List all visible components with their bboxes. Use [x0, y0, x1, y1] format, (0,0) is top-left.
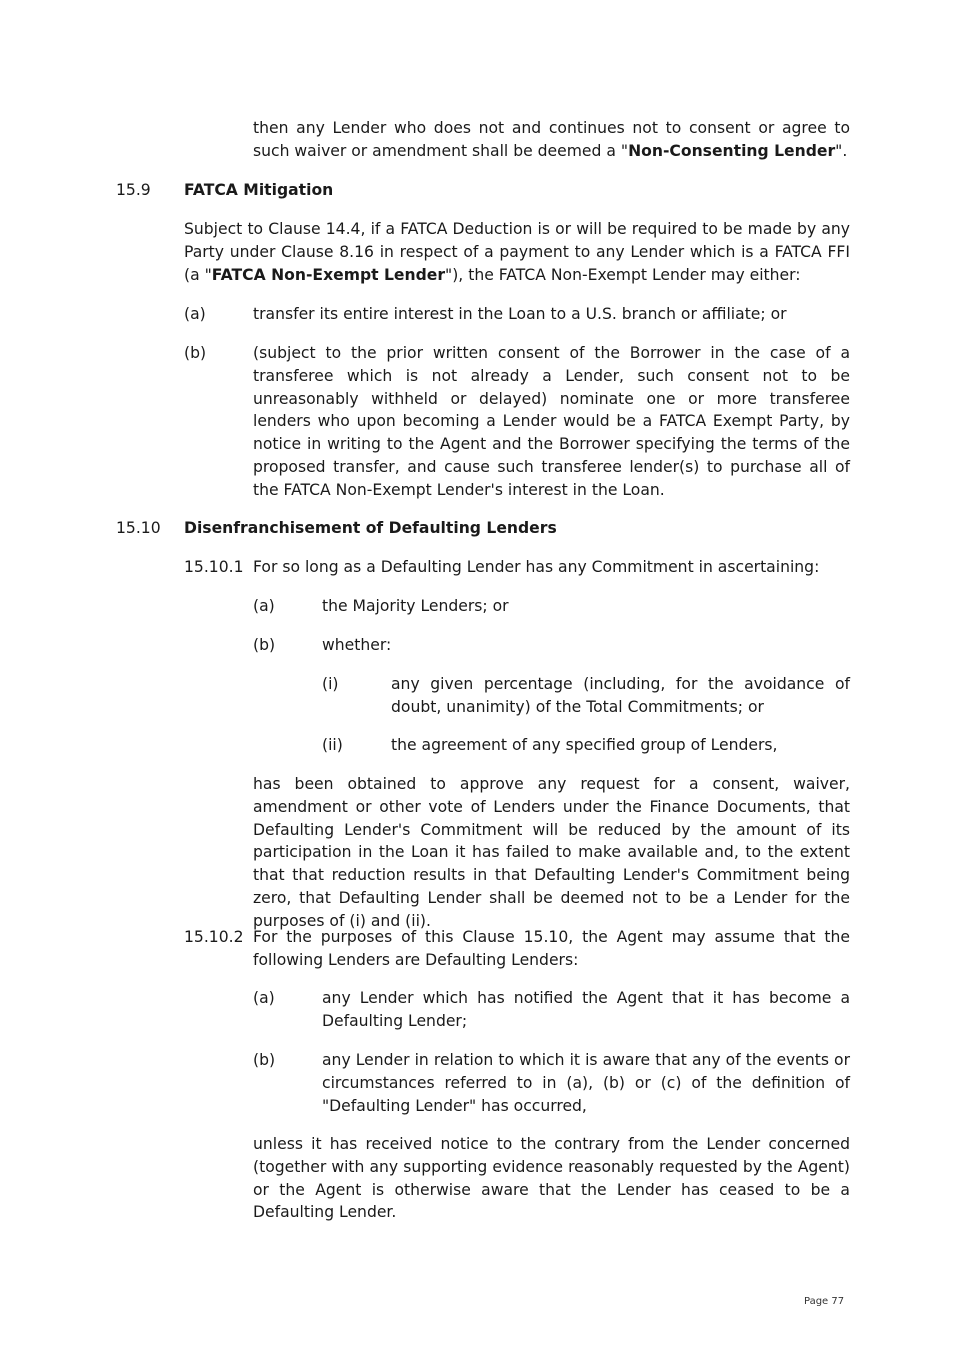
clause-number-15-10-1: 15.10.1 — [184, 558, 244, 576]
item-label: (a) — [253, 597, 275, 615]
item-text: any Lender in relation to which it is aware that any of the events or circumstances referred to in (a), (b) or (c) of the definition of "Defaulting Lender" has occurred, — [322, 1051, 850, 1115]
item-text: (subject to the prior written consent of the Borrower in the case of a transferee which is not already a Lender, such consent not to be unreasonably withheld or delayed) nominate one or more transferee lenders who upon becoming a Lender would be a FATCA Exempt Party, by notice in writing to the Agent and the Borrower specifying the terms of the proposed transfer, and cause such transferee lender(s) to purchase all of the FATCA Non-Exempt Lender's interest in the Loan. — [253, 344, 850, 499]
defined-term-non-consenting-lender: Non-Consenting Lender — [628, 141, 836, 160]
item-label: (b) — [253, 636, 276, 654]
page-number: Page 77 — [804, 1296, 845, 1307]
subitem-label: (ii) — [322, 736, 343, 754]
item-label: (b) — [253, 1051, 276, 1069]
clause-number-15-10-2: 15.10.2 — [184, 928, 244, 946]
subitem-label: (i) — [322, 675, 339, 693]
clause-15-10-2-tail: unless it has received notice to the contrary from the Lender concerned (together with any supporting evidence reasonably requested by the Agent) or the Agent is otherwise aware that the Lender has ceased to be a Defaulting Lender. — [253, 1135, 850, 1222]
section-number-15-10: 15.10 — [116, 519, 161, 537]
item-label: (a) — [184, 305, 206, 323]
intro-paragraph: then any Lender who does not and continues not to consent or agree to such waiver or amendment shall be deemed a "Non-Consenting Lender". — [253, 119, 850, 160]
item-label: (b) — [184, 344, 207, 362]
item-text: whether: — [322, 636, 392, 654]
clause-15-10-1-tail: has been obtained to approve any request for a consent, waiver, amendment or other vote of Lenders under the Finance Documents, that Defaulting Lender's Commitment will be reduced by the amount of its participation in the Loan it has failed to make available and, to the extent that that reduction results in that Defaulting Lender's Commitment being zero, that Defaulting Lender shall be deemed not to be a Lender for the purposes of (i) and (ii). — [253, 775, 850, 930]
item-label: (a) — [253, 989, 275, 1007]
section-15-9-paragraph: Subject to Clause 14.4, if a FATCA Deduction is or will be required to be made by any Party under Clause 8.16 in respect of a payment to any Lender which is a FATCA FFI (a "FATCA Non-Exempt Lender"), the FATCA Non-Exempt Lender may either: — [184, 220, 850, 284]
defined-term-fatca-non-exempt-lender: FATCA Non-Exempt Lender — [211, 265, 446, 284]
section-heading-fatca-mitigation: FATCA Mitigation — [184, 181, 334, 199]
clause-15-10-2-text: For the purposes of this Clause 15.10, the Agent may assume that the following Lenders are Defaulting Lenders: — [253, 928, 850, 969]
section-heading-disenfranchisement: Disenfranchisement of Defaulting Lenders — [184, 519, 557, 537]
item-text: the Majority Lenders; or — [322, 597, 509, 615]
item-text: any Lender which has notified the Agent that it has become a Defaulting Lender; — [322, 989, 850, 1030]
item-text: transfer its entire interest in the Loan to a U.S. branch or affiliate; or — [253, 305, 787, 323]
subitem-text: the agreement of any specified group of Lenders, — [391, 736, 778, 754]
section-number-15-9: 15.9 — [116, 181, 151, 199]
clause-15-10-1-text: For so long as a Defaulting Lender has any Commitment in ascertaining: — [253, 558, 820, 576]
subitem-text: any given percentage (including, for the avoidance of doubt, unanimity) of the Total Commitments; or — [391, 675, 850, 716]
